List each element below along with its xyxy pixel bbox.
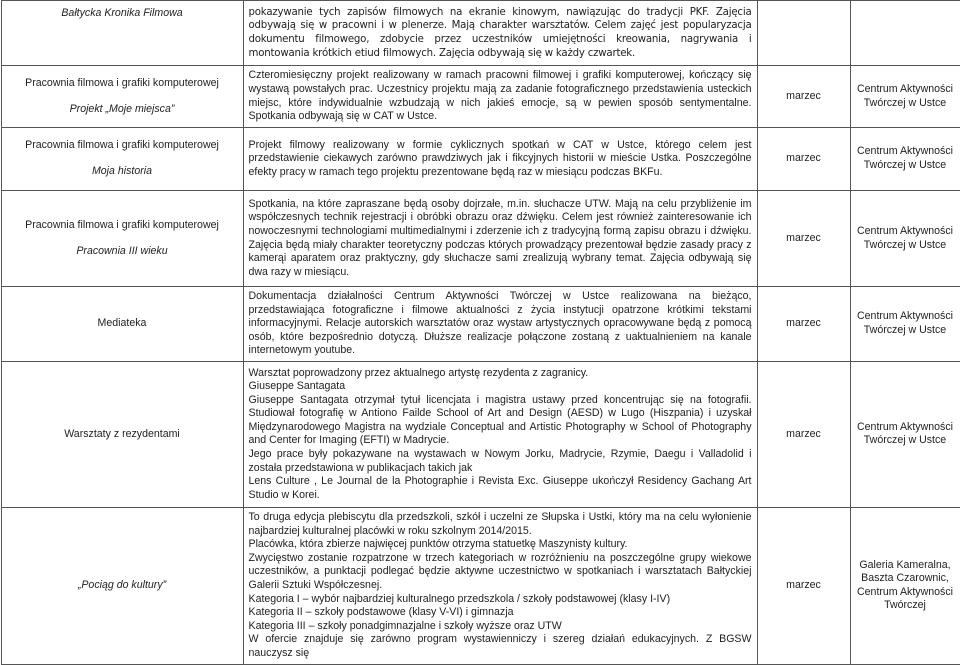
- venue: Centrum Aktywności Twórczej w Ustce: [857, 145, 953, 171]
- month-cell: [757, 1, 850, 66]
- description-line: W ofercie znajduje się zarówno program wystawienniczy i szereg działań edukacyjnych. Z BGSW nauczysz się: [249, 633, 752, 660]
- description-line: Giuseppe Santagata otrzymał tytuł licencjata i magistra ustawy przed koncentrując się na fotografii. Studiował fotografię w Antiono Failde School of Art and Design (AESD) w Lugo (Hiszpania) i uzyskał Międzynarodowego Magistra na wydziale Conceptual and Artistic Photography w School of Photography and Center for Imaging (EFTI) w Madrycie.: [249, 394, 752, 448]
- venue-cell: [850, 507, 960, 664]
- venue: Centrum Aktywności Twórczej w Ustce: [857, 225, 953, 251]
- description-cell: [243, 287, 757, 362]
- description-cell: [243, 191, 757, 287]
- venue-cell: [850, 1, 960, 66]
- description-line: To druga edycja plebiscytu dla przedszkoli, szkół i uczelni ze Słupska i Ustki, który ma na celu wyłonienie najbardziej kulturalnej placówki w roku szkolnym 2014/2015.: [249, 511, 752, 538]
- description-line: Zwycięstwo zostanie rozpatrzone w trzech kategoriach w rozróżnieniu na poszczególne grupy wiekowe uczestników, a punktacji podlegać będzie aktywne uczestnictwo w spotkaniach i warsztatach Bałtyckiej Galerii Sztuki Współczesnej.: [249, 552, 752, 593]
- table-row: [1, 66, 960, 128]
- venue-cell: [850, 287, 960, 362]
- project-name: Pracownia filmowa i grafiki komputerowej: [5, 77, 240, 91]
- project-name-cell: [1, 361, 243, 507]
- month-cell: [757, 507, 850, 664]
- month: marzec: [786, 152, 821, 164]
- table-row: [1, 361, 960, 507]
- project-subname: Projekt „Moje miejsca”: [5, 103, 240, 117]
- project-name: Pracownia filmowa i grafiki komputerowej: [5, 219, 240, 233]
- project-subname: Moja historia: [5, 165, 240, 179]
- project-subname: Pracownia III wieku: [5, 245, 240, 259]
- description-cell: [243, 507, 757, 664]
- description-line: Dokumentacja działalności Centrum Aktywności Twórczej w Ustce realizowana na bieżąco, przedstawiająca fotograficzne i filmowe aktualności z życia instytucji opatrzone krótkimi tekstami informacyjnymi. Relacje autorskich warsztatów oraz wystaw artystycznych opracowywane będą z pomocą osób, które bezpośrednio dotyczą. Dłuższe realizacje połączone zostaną z uaktualnieniem na kanale internetowym youtube.: [249, 290, 752, 358]
- table-row: [1, 191, 960, 287]
- description-line: Giuseppe Santagata: [249, 380, 752, 394]
- table-row: [1, 128, 960, 191]
- month-cell: [757, 361, 850, 507]
- month: marzec: [786, 317, 821, 329]
- project-name: Bałtycka Kronika Filmowa: [5, 7, 240, 21]
- month-cell: [757, 128, 850, 191]
- description-cell: [243, 1, 757, 66]
- project-name-cell: [1, 1, 243, 66]
- month: marzec: [786, 90, 821, 102]
- description-line: Projekt filmowy realizowany w formie cyklicznych spotkań w CAT w Ustce, którego celem jest przedstawienie ciekawych zarówno prawdziwych jak i fikcyjnych historii w mieście Ustka. Poszczególne efekty pracy w ramach tego projektu prezentowane będą raz w miesiącu podczas BKFu.: [249, 139, 752, 180]
- description-cell: [243, 361, 757, 507]
- month: marzec: [786, 232, 821, 244]
- description-line: Warsztat poprowadzony przez aktualnego artystę rezydenta z zagranicy.: [249, 367, 752, 381]
- table-row: [1, 1, 960, 66]
- description-line: Kategoria III – szkoły ponadgimnazjalne i szkoły wyższe oraz UTW: [249, 620, 752, 634]
- venue: Centrum Aktywności Twórczej w Ustce: [857, 310, 953, 336]
- description-cell: [243, 128, 757, 191]
- project-name: Mediateka: [5, 317, 240, 331]
- venue: Centrum Aktywności Twórczej w Ustce: [857, 83, 953, 109]
- project-name-cell: [1, 191, 243, 287]
- description-line: pokazywanie tych zapisów filmowych na ekranie kinowym, nawiązując do tradycji PKF. Zajęcia odbywają się w pracowni i w plenerze. Mają charakter warsztatów. Celem zajęć jest popularyzacja dokumentu filmowego, zdobycie przez uczestników umiejętności kreowania, nagrywania i montowania krótkich etiud filmowych. Zajęcia odbywają się w każdy czwartek.: [249, 6, 752, 60]
- month-cell: [757, 66, 850, 128]
- project-name-cell: [1, 507, 243, 664]
- project-name-cell: [1, 287, 243, 362]
- description-line: Lens Culture , Le Journal de la Photographie i Revista Exc. Giuseppe ukończył Residency Gachang Art Studio w Korei.: [249, 475, 752, 502]
- description-line: Czteromiesięczny projekt realizowany w ramach pracowni filmowej i grafiki komputerowej, kończący się wystawą powstałych prac. Uczestnicy projektu mają za zadanie fotograficznego przedstawienia usteckich miejsc, które indywidualnie wzbudzają w nich jakieś emocje, są w pewien sposób sentymentalne. Spotkania odbywają się w CAT w Ustce.: [249, 69, 752, 123]
- venue-cell: [850, 66, 960, 128]
- program-table: [1, 0, 960, 665]
- project-name: Pracownia filmowa i grafiki komputerowej: [5, 139, 240, 153]
- venue-cell: [850, 128, 960, 191]
- project-name-cell: [1, 128, 243, 191]
- month-cell: [757, 287, 850, 362]
- description-cell: [243, 66, 757, 128]
- month: marzec: [786, 428, 821, 440]
- table-row: [1, 507, 960, 664]
- project-name: Warsztaty z rezydentami: [5, 428, 240, 442]
- description-line: Jego prace były pokazywane na wystawach w Nowym Jorku, Madrycie, Rzymie, Daegu i Valladolid i została przedstawiona w publikacjach takich jak: [249, 448, 752, 475]
- venue-cell: [850, 191, 960, 287]
- description-line: Kategoria I – wybór najbardziej kulturalnego przedszkola / szkoły podstawowej (klasy I-IV): [249, 593, 752, 607]
- table-row: [1, 287, 960, 362]
- description-line: Kategoria II – szkoły podstawowe (klasy V-VI) i gimnazja: [249, 606, 752, 620]
- venue-cell: [850, 361, 960, 507]
- description-line: Spotkania, na które zapraszane będą osoby dojrzałe, m.in. słuchacze UTW. Mają na celu przybliżenie im współczesnych technik rejestracji i obróbki obrazu oraz dźwięku. Celem jest również zainteresowanie ich nowoczesnymi technologiami multimedialnymi i zderzenie ich z tradycyjną formą zapisu obrazu i dźwięku. Zajęcia będą miały charakter teoretyczny podczas których prowadzący prezentował będzie zasady pracy z kamerąi aparatem oraz praktyczny, gdy słuchacze sami zrealizują wybrany temat. Zajęcia odbywają się dwa razy w miesiącu.: [249, 198, 752, 280]
- venue: Centrum Aktywności Twórczej w Ustce: [857, 421, 953, 447]
- description-line: Placówka, która zbierze najwięcej punktów otrzyma statuetkę Maszynisty kultury.: [249, 538, 752, 552]
- project-name-cell: [1, 66, 243, 128]
- month: marzec: [786, 579, 821, 591]
- month-cell: [757, 191, 850, 287]
- venue: Galeria Kameralna, Baszta Czarownic, Centrum Aktywności Twórczej: [857, 559, 953, 612]
- project-name: „Pociąg do kultury”: [5, 579, 240, 593]
